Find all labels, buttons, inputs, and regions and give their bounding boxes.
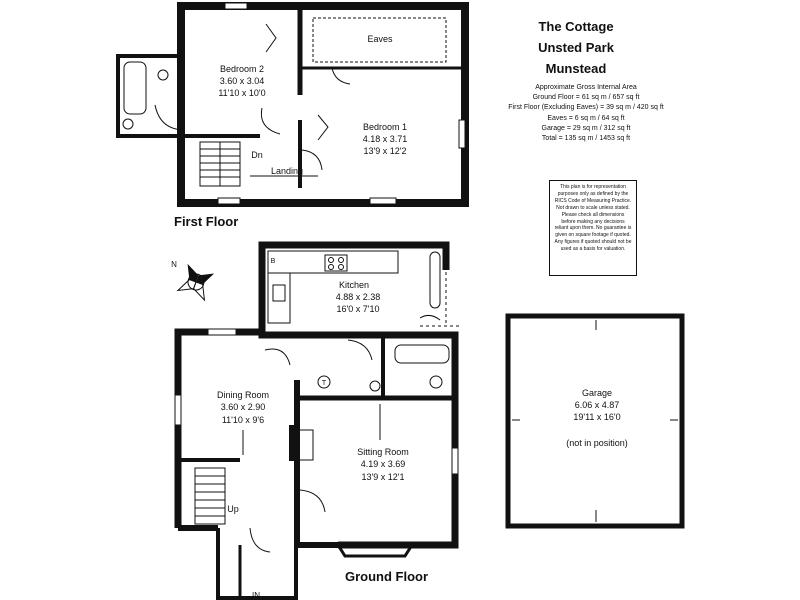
cupboard-label: T	[321, 380, 327, 387]
garage-note: (not in position)	[566, 438, 628, 448]
fireplace	[299, 430, 313, 460]
garage-imperial: 19'11 x 16'0	[573, 412, 621, 422]
area-eaves: Eaves = 6 sq m / 64 sq ft	[547, 114, 625, 122]
bedroom1-window-bottom	[370, 198, 396, 204]
kitchen-dining-door	[265, 349, 290, 365]
kitchen-back-door	[420, 315, 440, 320]
bedroom1-imperial: 13'9 x 12'2	[363, 146, 407, 156]
hob-ring-3	[329, 265, 334, 270]
porch-wall	[218, 528, 296, 598]
dining-name: Dining Room	[216, 390, 270, 400]
sitting-name: Sitting Room	[357, 447, 409, 457]
dining-side-window	[175, 395, 181, 425]
bedroom2-wardrobe	[266, 24, 276, 52]
boiler-label: B	[270, 258, 276, 265]
dining-outer-wall	[178, 332, 265, 528]
stairs-up-label: Up	[227, 504, 239, 514]
bedroom2-door	[261, 108, 280, 134]
garage-name: Garage	[581, 388, 613, 398]
kitchen-metric: 4.88 x 2.38	[335, 292, 381, 302]
compass-north-label: N	[171, 260, 177, 269]
landing-window	[218, 198, 240, 204]
kitchen-bay	[430, 252, 440, 308]
hob-ring-4	[339, 265, 344, 270]
kitchen-side-counter	[268, 273, 290, 323]
ground-floor-plan	[175, 245, 460, 600]
sitting-window	[452, 448, 458, 474]
dining-window	[208, 329, 236, 335]
stairs-down-label: Dn	[251, 150, 263, 160]
hob	[325, 255, 347, 271]
first-floor-plan	[118, 3, 465, 229]
garage-plan	[508, 316, 682, 526]
bathroom-door-ground	[348, 340, 372, 360]
bedroom1-name: Bedroom 1	[362, 122, 408, 132]
bathroom-extension-wall	[118, 56, 182, 136]
area-heading: Approximate Gross Internal Area	[535, 84, 637, 91]
first-floor-bath	[124, 62, 146, 114]
dining-metric: 3.60 x 2.90	[220, 402, 266, 412]
bedroom2-window	[225, 3, 247, 9]
garage-metric: 6.06 x 4.87	[574, 400, 620, 410]
first-floor-basin	[158, 70, 168, 80]
bedroom2-metric: 3.60 x 3.04	[219, 76, 265, 86]
disclaimer-box: This plan is for representation purposes only as defined by the RICS Code of Measuring Practice. Not drawn to scale unless stated. Please check all dimensions before making any decisions reliant upon them. No guarantee is given on square footage if quoted. Any figures if quoted should not be used as a basis for valuation.	[549, 180, 637, 276]
compass-icon	[169, 255, 222, 308]
ground-wc	[430, 376, 442, 388]
bedroom2-imperial: 11'10 x 10'0	[218, 88, 266, 98]
ground-floor-label: Ground Floor	[345, 569, 429, 584]
area-total: Total = 135 sq m / 1453 sq ft	[541, 135, 631, 143]
sitting-door	[300, 490, 325, 512]
first-floor-wc	[123, 119, 133, 129]
ground-bath	[395, 345, 449, 363]
title-line-3: Munstead	[545, 61, 607, 76]
ground-basin	[370, 381, 380, 391]
dining-imperial: 11'10 x 9'6	[221, 415, 265, 425]
front-door	[250, 528, 270, 552]
area-first: First Floor (Excluding Eaves) = 39 sq m / 420 sq ft	[508, 104, 664, 112]
landing-label: Landing	[270, 166, 304, 176]
eaves-label: Eaves	[367, 34, 393, 44]
sitting-metric: 4.19 x 3.69	[360, 459, 406, 469]
chimney	[289, 425, 297, 461]
hob-ring-2	[339, 258, 344, 263]
bedroom1-metric: 4.18 x 3.71	[362, 134, 408, 144]
bedroom1-door	[302, 150, 322, 170]
entrance-label: IN	[252, 591, 260, 600]
bedroom2-name: Bedroom 2	[219, 64, 265, 74]
kitchen-sink	[273, 285, 285, 301]
first-floor-outer-wall	[181, 6, 465, 203]
ground-floor-stairs	[195, 468, 225, 524]
bedroom1-window-side	[459, 120, 465, 148]
kitchen-imperial: 16'0 x 7'10	[336, 304, 380, 314]
kitchen-name: Kitchen	[338, 280, 370, 290]
first-floor-stairs	[200, 142, 240, 186]
hob-ring-1	[329, 258, 334, 263]
title-line-2: Unsted Park	[538, 40, 614, 55]
bedroom1-wardrobe	[318, 115, 328, 140]
area-garage: Garage = 29 sq m / 312 sq ft	[541, 124, 631, 132]
title-line-1: The Cottage	[538, 19, 614, 34]
area-ground: Ground Floor = 61 sq m / 657 sq ft	[532, 94, 640, 102]
eaves-door	[332, 68, 350, 84]
sitting-imperial: 13'9 x 12'1	[361, 472, 405, 482]
first-floor-label: First Floor	[174, 214, 239, 229]
